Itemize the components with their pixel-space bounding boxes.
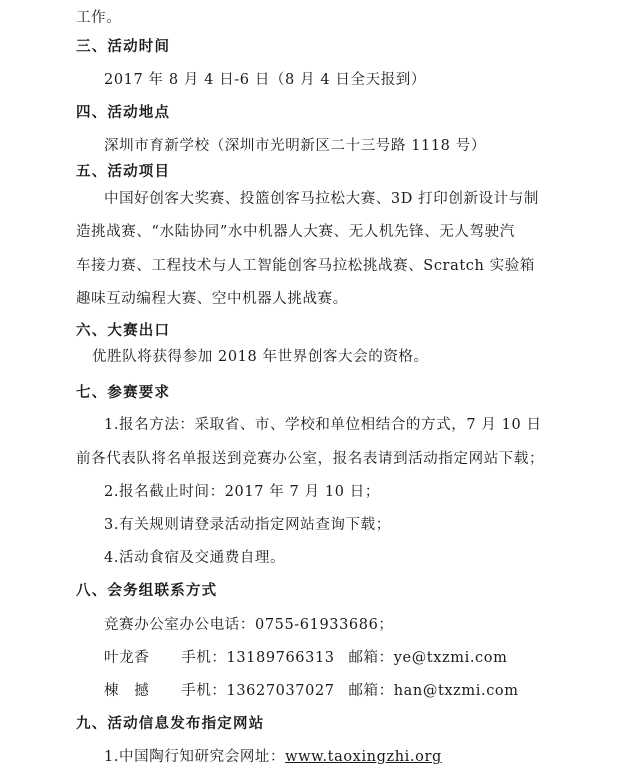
section-body-items-line: 中国好创客大奖赛、投篮创客马拉松大赛、3D 打印创新设计与制 (104, 191, 539, 207)
continuation-text: 工作。 (76, 10, 122, 26)
section-heading-items: 五、活动项目 (76, 163, 171, 180)
contact-person-row (104, 648, 507, 668)
section-body-items-line: 车接力赛、工程技术与人工智能创客马拉松挑战赛、Scratch 实验箱 (76, 258, 535, 274)
contact-phone: 手机：13627037027 (181, 683, 335, 699)
section-body-outlet: 优胜队将获得参加 2018 年世界创客大会的资格。 (92, 349, 429, 365)
website-item-1-label: 1.中国陶行知研究会网址： (104, 749, 286, 765)
section-body-time: 2017 年 8 月 4 日-6 日（8 月 4 日全天报到） (104, 72, 427, 88)
section-heading-contact: 八、会务组联系方式 (76, 582, 218, 599)
website-link[interactable]: www.taoxingzhi.org (285, 749, 442, 765)
contact-phone: 手机：13189766313 (181, 650, 335, 666)
contact-name: 棟 撼 (104, 683, 150, 699)
section-heading-time: 三、活动时间 (76, 38, 171, 55)
section-heading-requirements: 七、参赛要求 (76, 384, 171, 401)
section-heading-place: 四、活动地点 (76, 104, 171, 121)
section-heading-outlet: 六、大赛出口 (76, 322, 171, 339)
requirement-item-1-line-2: 前各代表队将名单报送到竞赛办公室，报名表请到活动指定网站下载； (76, 451, 545, 467)
requirement-item-3: 3.有关规则请登录活动指定网站查询下载； (104, 517, 391, 533)
section-body-items-line: 趣味互动编程大赛、空中机器人挑战赛。 (76, 291, 348, 307)
requirement-item-4: 4.活动食宿及交通费自理。 (104, 550, 286, 566)
section-heading-websites: 九、活动信息发布指定网站 (76, 715, 265, 732)
contact-email: 邮箱：han@txzmi.com (348, 683, 519, 699)
contact-name: 叶龙香 (104, 650, 150, 666)
section-body-place: 深圳市育新学校（深圳市光明新区二十三号路 1118 号） (104, 138, 486, 154)
requirement-item-1-line-1: 1.报名方法：采取省、市、学校和单位相结合的方式，7 月 10 日 (104, 417, 542, 433)
contact-email: 邮箱：ye@txzmi.com (348, 650, 508, 666)
contact-office-phone: 竞赛办公室办公电话：0755-61933686； (104, 617, 394, 633)
website-item-1 (104, 747, 442, 767)
requirement-item-2: 2.报名截止时间：2017 年 7 月 10 日； (104, 484, 380, 500)
contact-person-row (104, 681, 519, 701)
section-body-items-line: 造挑战赛、“水陆协同”水中机器人大赛、无人机先锋、无人驾驶汽 (76, 224, 515, 240)
